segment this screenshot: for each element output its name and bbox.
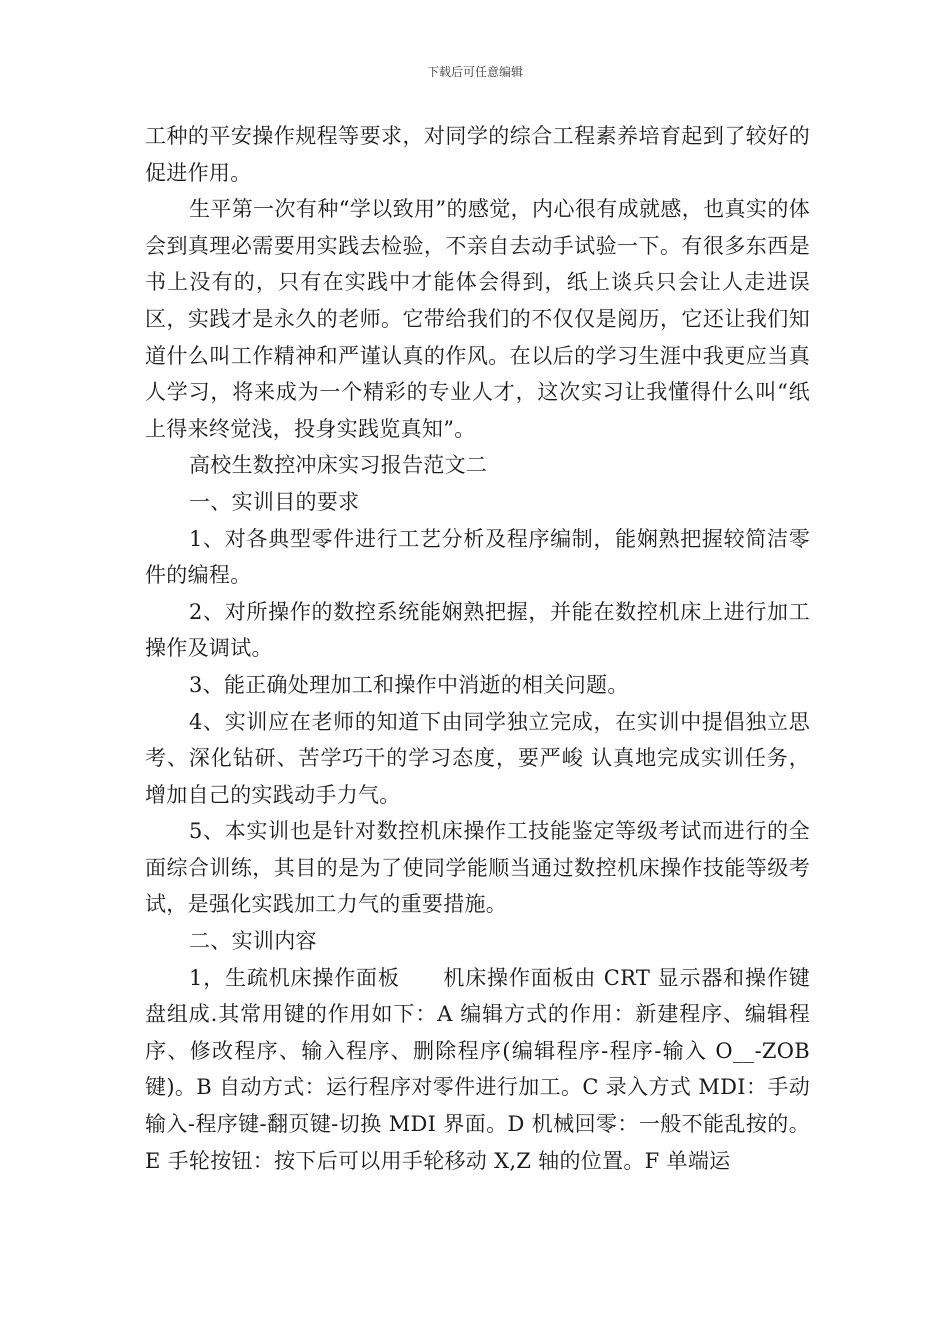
paragraph: 工种的平安操作规程等要求，对同学的综合工程素养培育起到了较好的促进作用。 bbox=[145, 124, 810, 185]
section-heading: 一、实训目的要求 bbox=[189, 489, 360, 514]
section-heading: 二、实训内容 bbox=[189, 929, 317, 954]
list-item: 5、本实训也是针对数控机床操作工技能鉴定等级考试而进行的全面综合训练，其目的是为了使同学能顺当通过数控机床操作技能等级考试，是强化实践加工力气的重要措施。 bbox=[145, 819, 810, 917]
list-item: 1、对各典型零件进行工艺分析及程序编制，能娴熟把握较简洁零件的编程。 bbox=[145, 526, 810, 588]
paragraph: 生平第一次有种“学以致用”的感觉，内心很有成就感，也真实的体会到真理必需要用实践去检验，不亲自去动手试验一下。有很多东西是书上没有的，只有在实践中才能体会得到，纸上谈兵只会让人走进误区，实践才是永久的老师。它带给我们的不仅仅是阅历，它还让我们知道什么叫工作精神和严谨认真的作风。在以后的学习生涯中我更应当真人学习，将来成为一个精彩的专业人才，这次实习让我懂得什么叫“纸上得来终觉浅，投身实践览真知”。 bbox=[145, 197, 810, 441]
page-header: 下载后可任意编辑 bbox=[426, 65, 523, 79]
section-title: 高校生数控冲床实习报告范文二 bbox=[189, 453, 488, 478]
list-item: 1，生疏机床操作面板 机床操作面板由 CRT 显示器和操作键盘组成.其常用键的作用如下：A 编辑方式的作用：新建程序、编辑程序、修改程序、输入程序、删除程序(编辑程序-程序-输入 O__-ZOB 键)。B 自动方式：运行程序对零件进行加工。C 录入方式 MDI：手动输入-程序键-翻页键-切换 MDI 界面。D 机械回零：一般不能乱按的。E 手轮按钮：按下后可以用手轮移动 X,Z 轴的位置。F 单端运 bbox=[145, 965, 810, 1173]
list-item: 2、对所操作的数控系统能娴熟把握，并能在数控机床上进行加工操作及调试。 bbox=[145, 599, 810, 661]
list-item: 4、实训应在老师的知道下由同学独立完成，在实训中提倡独立思考、深化钻研、苦学巧干的学习态度，要严峻 认真地完成实训任务，增加自己的实践动手力气。 bbox=[145, 709, 810, 807]
document-body bbox=[145, 118, 810, 1179]
list-item: 3、能正确处理加工和操作中消逝的相关问题。 bbox=[189, 672, 629, 697]
